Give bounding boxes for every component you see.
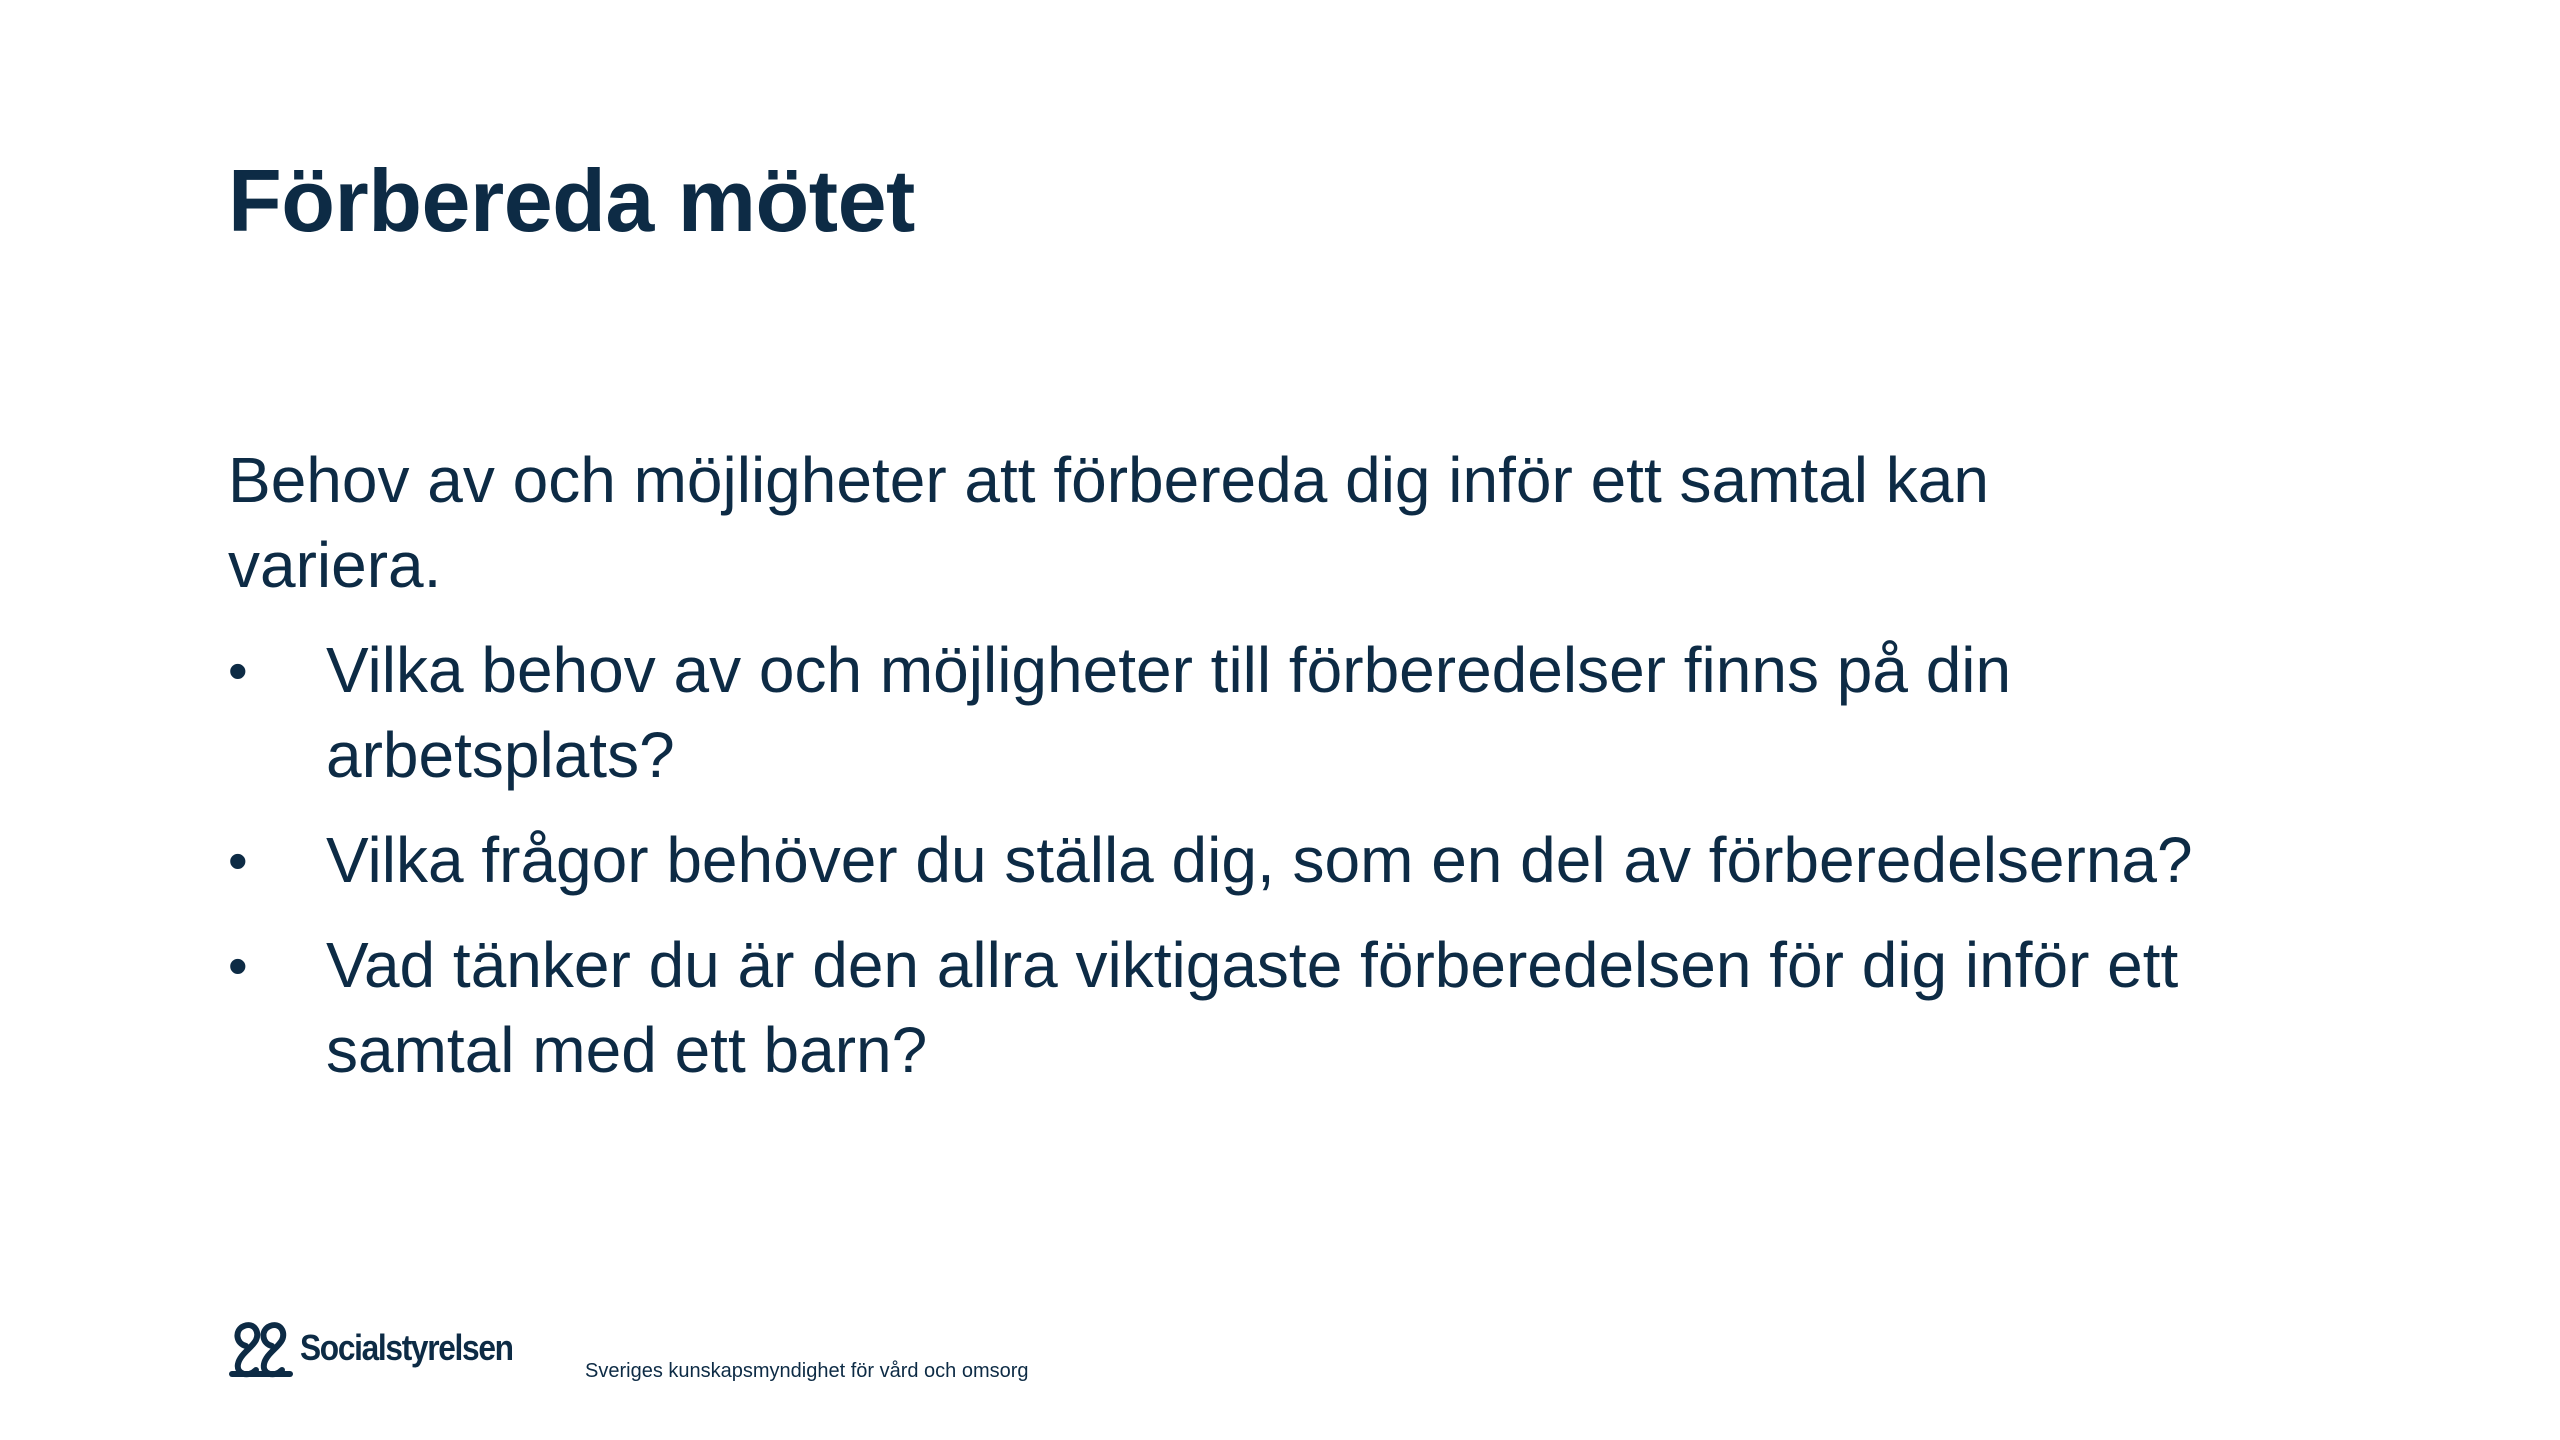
- bullet-dot: •: [228, 829, 248, 892]
- intro-paragraph: Behov av och möjligheter att förbereda dig inför ett samtal kan variera.: [228, 444, 1989, 601]
- bullet-item: [228, 923, 2208, 1093]
- logo: [228, 1316, 542, 1380]
- bullet-text: Vilka frågor behöver du ställa dig, som en del av förberedelserna?: [326, 824, 2193, 896]
- bullet-item: [228, 628, 2208, 798]
- footer: [228, 1312, 1029, 1384]
- bullet-text: Vilka behov av och möjligheter till förberedelser finns på din arbetsplats?: [326, 634, 2012, 791]
- bullet-dot: •: [228, 934, 248, 997]
- slide-body: [228, 438, 2208, 1113]
- tagline: Sveriges kunskapsmyndighet för vård och omsorg: [585, 1360, 1029, 1382]
- bullet-dot: •: [228, 639, 248, 702]
- socialstyrelsen-knot-icon: [228, 1316, 294, 1380]
- slide-title: Förbereda mötet: [228, 151, 915, 250]
- logo-text: Socialstyrelsen: [300, 1327, 513, 1368]
- bullet-list: [228, 628, 2208, 1093]
- bullet-item: [228, 818, 2208, 903]
- bullet-text: Vad tänker du är den allra viktigaste förberedelsen för dig inför ett samtal med ett barn?: [326, 929, 2179, 1086]
